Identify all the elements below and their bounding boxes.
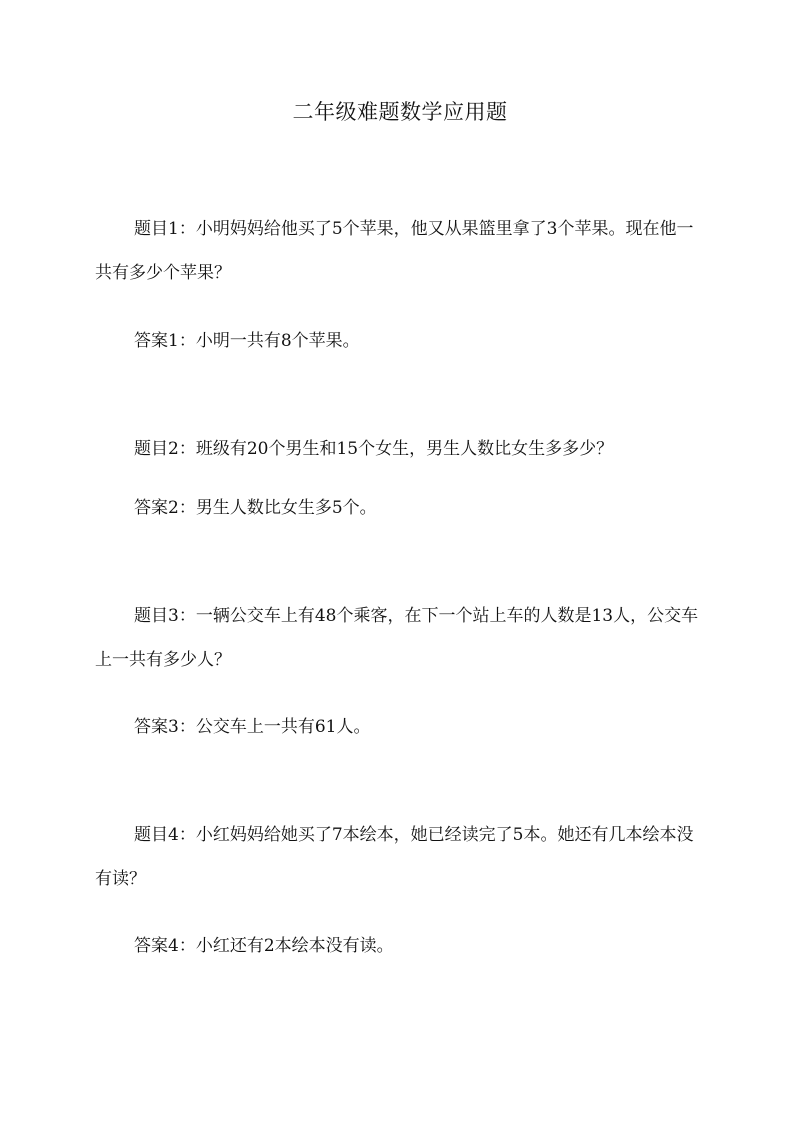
answer-4: 答案4：小红还有2本绘本没有读。 bbox=[134, 936, 394, 956]
answer-1: 答案1：小明一共有8个苹果。 bbox=[134, 331, 360, 351]
question-2: 题目2：班级有20个男生和15个女生，男生人数比女生多多少？ bbox=[134, 439, 614, 459]
question-1: 题目1：小明妈妈给他买了5个苹果，他又从果篮里拿了3个苹果。现在他一共有多少个苹果？ bbox=[95, 219, 694, 283]
answer-3: 答案3：公交车上一共有61人。 bbox=[134, 717, 371, 737]
question-4: 题目4：小红妈妈给她买了7本绘本，她已经读完了5本。她还有几本绘本没有读？ bbox=[95, 825, 694, 889]
answer-2: 答案2：男生人数比女生多5个。 bbox=[134, 498, 377, 518]
question-3: 题目3：一辆公交车上有48个乘客，在下一个站上车的人数是13人，公交车上一共有多少人？ bbox=[95, 606, 699, 670]
page-title: 二年级难题数学应用题 bbox=[292, 100, 508, 124]
